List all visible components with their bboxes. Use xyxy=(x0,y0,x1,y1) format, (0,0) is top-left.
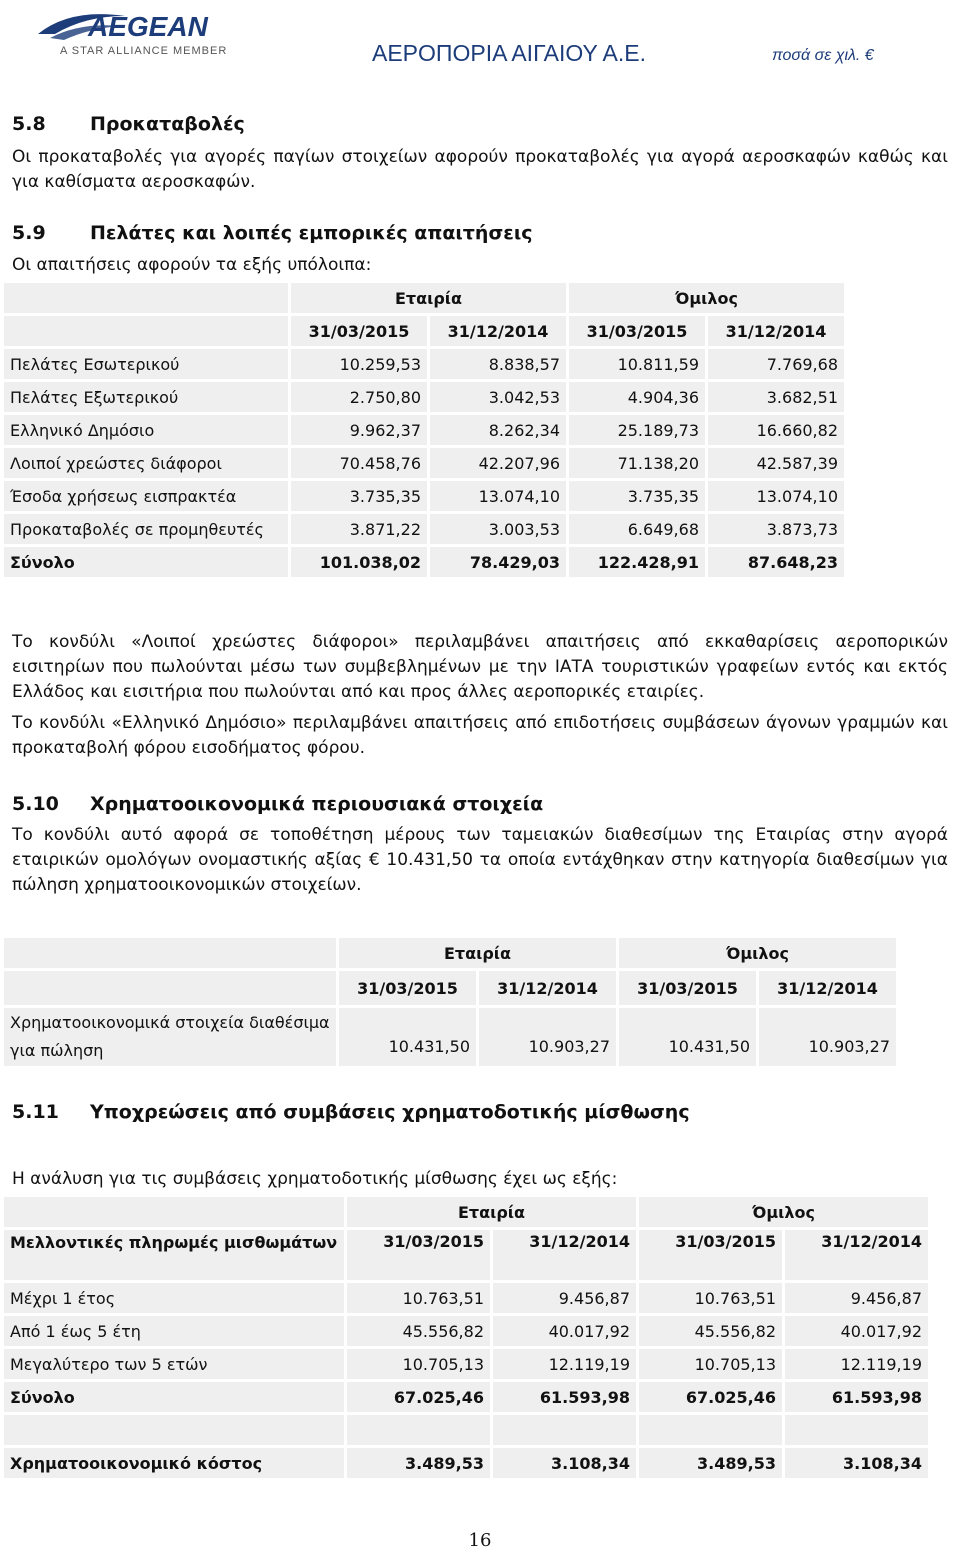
table-header-row xyxy=(4,938,896,968)
financial-assets-table xyxy=(1,935,899,1069)
date-header: 31/12/2014 xyxy=(493,1230,636,1280)
cell: 13.074,10 xyxy=(430,481,566,511)
company-header: Εταιρία xyxy=(339,938,616,968)
cell: 4.904,36 xyxy=(569,382,705,412)
section-5-9-intro xyxy=(12,253,948,278)
cell: 3.873,73 xyxy=(708,514,844,544)
cell: 45.556,82 xyxy=(347,1316,490,1346)
cell: 3.042,53 xyxy=(430,382,566,412)
row-label: Από 1 έως 5 έτη xyxy=(4,1316,344,1346)
table-date-row xyxy=(4,316,844,346)
cell: 12.119,19 xyxy=(493,1349,636,1379)
cell: 67.025,46 xyxy=(639,1382,782,1412)
section-number: 5.9 xyxy=(12,222,46,244)
group-header: Όμιλος xyxy=(639,1197,928,1227)
row-label: Μελλοντικές πληρωμές μισθωμάτων xyxy=(4,1230,344,1280)
section-number: 5.8 xyxy=(12,113,46,135)
total-row xyxy=(4,547,844,577)
cell: 6.649,68 xyxy=(569,514,705,544)
receivables-table xyxy=(1,280,847,580)
cell: 10.763,51 xyxy=(347,1283,490,1313)
group-header: Όμιλος xyxy=(619,938,896,968)
cell: 8.838,57 xyxy=(430,349,566,379)
company-name: ΑΕΡΟΠΟΡΙΑ ΑΙΓΑΙΟΥ Α.Ε. xyxy=(372,40,647,66)
cell: 10.259,53 xyxy=(291,349,427,379)
cost-row xyxy=(4,1448,928,1478)
date-header: 31/12/2014 xyxy=(430,316,566,346)
section-title: Πελάτες και λοιπές εμπορικές απαιτήσεις xyxy=(90,222,533,244)
table-row xyxy=(4,448,844,478)
row-label: Μέχρι 1 έτος xyxy=(4,1283,344,1313)
cell: 3.489,53 xyxy=(347,1448,490,1478)
cell: 3.682,51 xyxy=(708,382,844,412)
table-row xyxy=(4,349,844,379)
date-header: 31/03/2015 xyxy=(339,971,476,1005)
cell: 2.750,80 xyxy=(291,382,427,412)
cell: 10.763,51 xyxy=(639,1283,782,1313)
cell: 9.456,87 xyxy=(493,1283,636,1313)
cell: 45.556,82 xyxy=(639,1316,782,1346)
cell: 61.593,98 xyxy=(785,1382,928,1412)
cell: 13.074,10 xyxy=(708,481,844,511)
cell: 3.735,35 xyxy=(569,481,705,511)
cell: 10.431,50 xyxy=(339,1008,476,1066)
cell: 70.458,76 xyxy=(291,448,427,478)
row-label: Λοιποί χρεώστες διάφοροι xyxy=(4,448,288,478)
cell: 87.648,23 xyxy=(708,547,844,577)
cell: 101.038,02 xyxy=(291,547,427,577)
date-header: 31/03/2015 xyxy=(569,316,705,346)
paragraph: Το κονδύλι «Λοιποί χρεώστες διάφοροι» περιλαμβάνει απαιτήσεις από εκκαθαρίσεις αεροπορικών εισιτηρίων που πωλούνται μέσω των συμβεβλημένων με την ΙΑΤΑ τουριστικών γραφείων εντός και εκτός Ελλάδος και εισιτήρια που πωλούνται από και προς άλλες αεροπορικές εταιρίες. xyxy=(12,632,948,702)
cell: 12.119,19 xyxy=(785,1349,928,1379)
section-5-11-intro xyxy=(12,1167,948,1192)
group-header: Όμιλος xyxy=(569,283,844,313)
paragraph: Το κονδύλι αυτό αφορά σε τοποθέτηση μέρους των ταμειακών διαθεσίμων της Εταιρίας στην αγορά εταιρικών ομολόγων ονομαστικής αξίας € 10.431,50 τα οποία εντάχθηκαν στην κατηγορία διαθεσίμων για πώληση χρηματοοικονομικών στοιχείων. xyxy=(12,825,948,895)
row-label: Μεγαλύτερο των 5 ετών xyxy=(4,1349,344,1379)
table-row xyxy=(4,1316,928,1346)
section-title: Χρηματοοικονομικά περιουσιακά στοιχεία xyxy=(90,793,544,815)
cell: 16.660,82 xyxy=(708,415,844,445)
date-header: 31/03/2015 xyxy=(619,971,756,1005)
cell: 40.017,92 xyxy=(785,1316,928,1346)
cell: 122.428,91 xyxy=(569,547,705,577)
table-row xyxy=(4,1008,896,1066)
cell: 10.903,27 xyxy=(479,1008,616,1066)
date-header: 31/03/2015 xyxy=(639,1230,782,1280)
section-5-11-heading xyxy=(12,1101,690,1123)
cell: 10.705,13 xyxy=(347,1349,490,1379)
table-row xyxy=(4,514,844,544)
section-5-8-text xyxy=(12,145,948,195)
cell: 3.108,34 xyxy=(785,1448,928,1478)
section-5-10-heading xyxy=(12,793,543,815)
row-label: Έσοδα χρήσεως εισπρακτέα xyxy=(4,481,288,511)
paragraph: Η ανάλυση για τις συμβάσεις χρηματοδοτικής μίσθωσης έχει ως εξής: xyxy=(12,1169,618,1189)
logo-text: AEGEAN xyxy=(88,11,208,42)
cell: 8.262,34 xyxy=(430,415,566,445)
table-date-row xyxy=(4,1230,928,1280)
section-number: 5.11 xyxy=(12,1101,59,1123)
cell: 9.962,37 xyxy=(291,415,427,445)
lease-table xyxy=(1,1194,931,1481)
table-header-row xyxy=(4,1197,928,1227)
section-5-9-notes xyxy=(12,630,948,761)
cell: 3.735,35 xyxy=(291,481,427,511)
row-label: Χρηματοοικονομικά στοιχεία διαθέσιμα για πώληση xyxy=(4,1008,336,1066)
section-title: Προκαταβολές xyxy=(90,113,245,135)
company-header: Εταιρία xyxy=(291,283,566,313)
section-5-9-heading xyxy=(12,222,533,244)
section-title: Υποχρεώσεις από συμβάσεις χρηματοδοτικής μίσθωσης xyxy=(90,1101,690,1123)
section-5-10-text xyxy=(12,823,948,898)
date-header: 31/12/2014 xyxy=(479,971,616,1005)
row-label: Προκαταβολές σε προμηθευτές xyxy=(4,514,288,544)
cell: 67.025,46 xyxy=(347,1382,490,1412)
row-label: Πελάτες Εσωτερικού xyxy=(4,349,288,379)
page-header xyxy=(0,0,960,80)
table-row xyxy=(4,481,844,511)
cell: 3.003,53 xyxy=(430,514,566,544)
units-note: ποσά σε χιλ. € xyxy=(772,47,874,64)
table-row xyxy=(4,382,844,412)
cell: 3.871,22 xyxy=(291,514,427,544)
cell: 61.593,98 xyxy=(493,1382,636,1412)
paragraph: Οι προκαταβολές για αγορές παγίων στοιχείων αφορούν προκαταβολές για αγορά αεροσκαφών καθώς και για καθίσματα αεροσκαφών. xyxy=(12,147,948,192)
aegean-logo xyxy=(30,4,280,64)
logo-subtext: A STAR ALLIANCE MEMBER xyxy=(60,45,228,57)
company-header: Εταιρία xyxy=(347,1197,636,1227)
cell: 9.456,87 xyxy=(785,1283,928,1313)
cell: 3.108,34 xyxy=(493,1448,636,1478)
table-date-row xyxy=(4,971,896,1005)
table-row xyxy=(4,1283,928,1313)
cell: 42.587,39 xyxy=(708,448,844,478)
table-row xyxy=(4,1349,928,1379)
table-header-row xyxy=(4,283,844,313)
cell: 10.431,50 xyxy=(619,1008,756,1066)
section-number: 5.10 xyxy=(12,793,59,815)
cell: 40.017,92 xyxy=(493,1316,636,1346)
row-label: Ελληνικό Δημόσιο xyxy=(4,415,288,445)
row-label: Πελάτες Εξωτερικού xyxy=(4,382,288,412)
paragraph: Το κονδύλι «Ελληνικό Δημόσιο» περιλαμβάνει απαιτήσεις από επιδοτήσεις συμβάσεων άγονων γραμμών και προκαταβολή φόρου εισοδήματος φόρου. xyxy=(12,713,948,758)
cell: 7.769,68 xyxy=(708,349,844,379)
cell: 42.207,96 xyxy=(430,448,566,478)
spacer-row xyxy=(4,1415,928,1445)
date-header: 31/12/2014 xyxy=(785,1230,928,1280)
cell: 10.811,59 xyxy=(569,349,705,379)
table-row xyxy=(4,415,844,445)
cell: 71.138,20 xyxy=(569,448,705,478)
cell: 25.189,73 xyxy=(569,415,705,445)
cell: 10.903,27 xyxy=(759,1008,896,1066)
row-label: Σύνολο xyxy=(4,1382,344,1412)
cell: 10.705,13 xyxy=(639,1349,782,1379)
total-row xyxy=(4,1382,928,1412)
page-number: 16 xyxy=(468,1530,492,1551)
row-label: Χρηματοοικονομικό κόστος xyxy=(4,1448,344,1478)
date-header: 31/03/2015 xyxy=(347,1230,490,1280)
date-header: 31/12/2014 xyxy=(759,971,896,1005)
cell: 3.489,53 xyxy=(639,1448,782,1478)
cell: 78.429,03 xyxy=(430,547,566,577)
row-label: Σύνολο xyxy=(4,547,288,577)
date-header: 31/12/2014 xyxy=(708,316,844,346)
date-header: 31/03/2015 xyxy=(291,316,427,346)
section-5-8-heading xyxy=(12,113,245,135)
paragraph: Οι απαιτήσεις αφορούν τα εξής υπόλοιπα: xyxy=(12,255,372,275)
